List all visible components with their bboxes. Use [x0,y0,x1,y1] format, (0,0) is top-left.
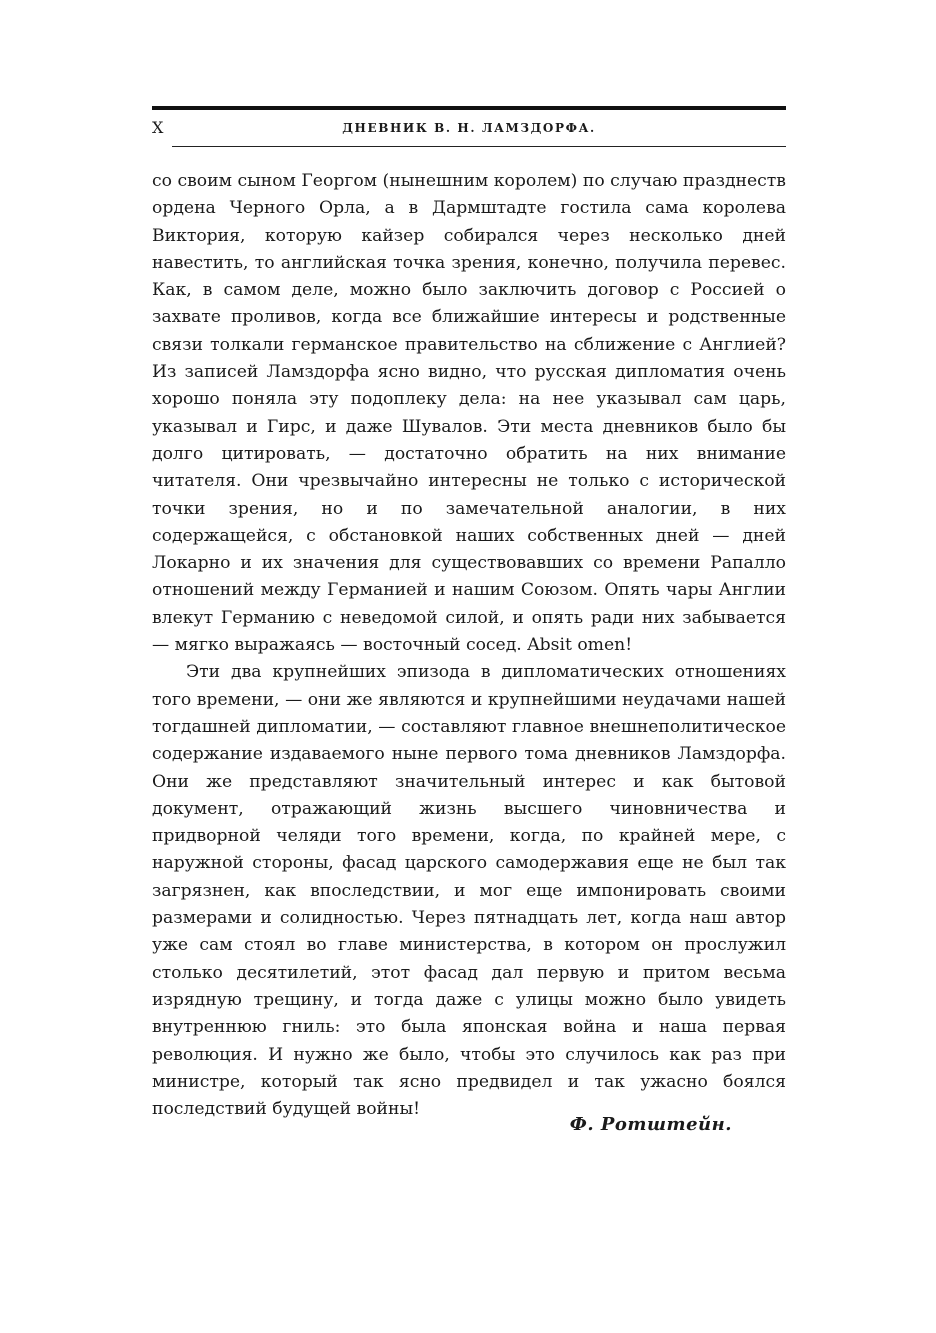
paragraph-1: со своим сыном Георгом (нынешним королем) по случаю празднеств ордена Черного Орла, а в Дармштадте гостила сама королева Виктория, которую кайзер собирался через несколько дней навестить, то английская точка зрения, конечно, получила перевес. Как, в самом деле, можно было заключить договор с Россией о захвате проливов, когда все ближайшие интересы и родственные связи толкали германское правительство на сближение с Англией? Из записей Ламздорфа ясно видно, что русская дипломатия очень хорошо поняла эту подоплеку дела: на нее указывал сам царь, указывал и Гирс, и даже Шувалов. Эти места дневников было бы долго цитировать, — достаточно обратить на них внимание читателя. Они чрезвычайно интересны не только с исторической точки зрения, но и по замечательной аналогии, в них содержащейся, с обстановкой наших собственных дней — дней Локарно и их значения для существовавших со времени Рапалло отношений между Германией и нашим Союзом. Опять чары Англии влекут Германию с неведомой силой, и опять ради них забывается — мягко выражаясь — восточный сосед. Absit omen! [152,171,786,656]
running-title: ДНЕВНИК В. Н. ЛАМЗДОРФА. [342,121,596,135]
running-head [152,118,786,140]
author-signature: Ф. Ротштейн. [569,1114,732,1135]
header-top-rule [152,106,786,110]
page-number: X [152,118,165,137]
body-text [152,168,786,1123]
header-bottom-rule [172,146,786,147]
paragraph-2: Эти два крупнейших эпизода в дипломатических отношениях того времени, — они же являются и крупнейшими неудачами нашей тогдашней дипломатии, — составляют главное внешнеполитическое содержание издаваемого ныне первого тома дневников Ламздорфа. Они же представляют значительный интерес и как бытовой документ, отражающий жизнь высшего чиновничества и придворной челяди того времени, когда, по крайней мере, с наружной стороны, фасад царского самодержавия еще не был так загрязнен, как впоследствии, и мог еще импонировать своими размерами и солидностью. Через пятнадцать лет, когда наш автор уже сам стоял во главе министерства, в котором он прослужил столько десятилетий, этот фасад дал первую и притом весьма изрядную трещину, и тогда даже с улицы можно было увидеть внутреннюю гниль: это была японская война и наша первая революция. И нужно же было, чтобы это случилось как раз при министре, который так ясно предвидел и так ужасно боялся последствий будущей войны! [152,662,786,1120]
